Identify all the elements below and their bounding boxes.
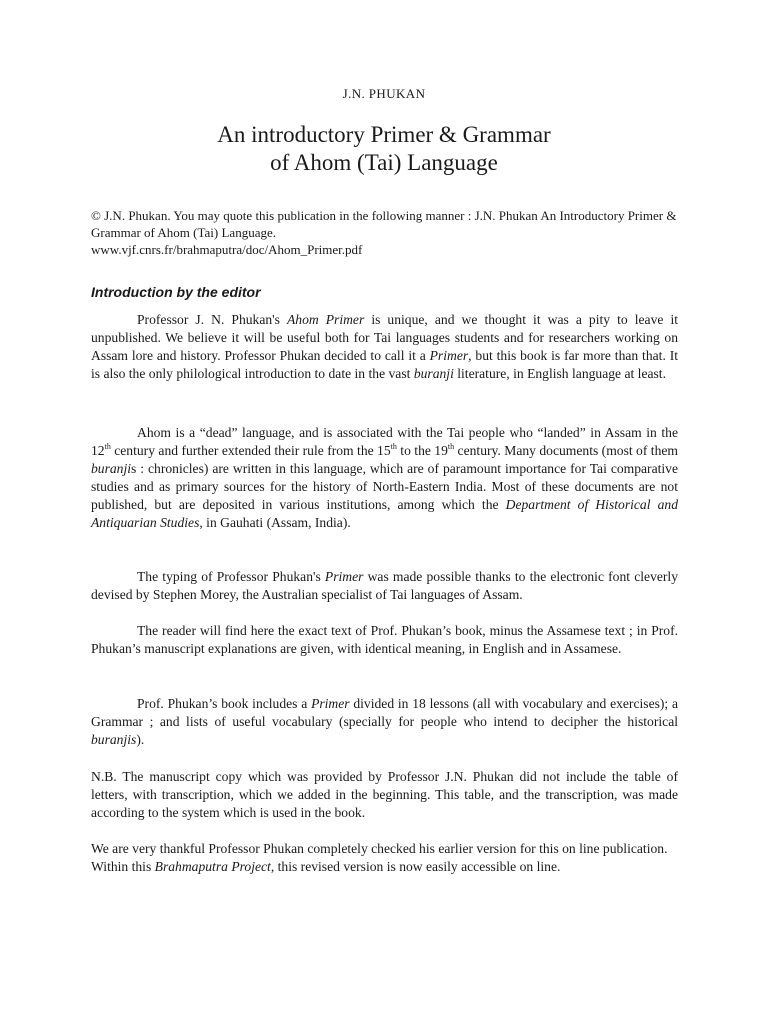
text-run: Ahom is a “dead” language, and is associated with the Tai people who “landed” in Assam in the 12 [91, 425, 678, 458]
copyright-text: © J.N. Phukan. You may quote this publication in the following manner : J.N. Phukan An Introductory Primer & Grammar of Ahom (Tai) Language. [91, 208, 677, 240]
superscript: th [104, 442, 111, 451]
text-run: ). [136, 732, 145, 747]
section-heading: Introduction by the editor [91, 284, 261, 300]
paragraph-1 [91, 311, 678, 383]
text-run: century and further extended their rule from the 15 [110, 443, 391, 458]
text-run-italic: Brahmaputra Project [154, 859, 271, 874]
title-line-2: of Ahom (Tai) Language [270, 150, 498, 175]
text-run: Prof. Phukan’s book includes a [137, 696, 312, 711]
paragraph-2 [91, 424, 678, 532]
text-run-italic: buranji [413, 366, 454, 381]
copyright-notice [91, 207, 691, 258]
text-run: , this revised version is now easily accessible on line. [270, 859, 561, 874]
text-run-italic: Primer [324, 569, 364, 584]
title-line-1: An introductory Primer & Grammar [217, 122, 551, 147]
text-run-italic: buranji [91, 461, 132, 476]
text-run: , in Gauhati (Assam, India). [199, 515, 351, 530]
document-title [0, 121, 768, 177]
paragraph-4 [91, 622, 678, 658]
source-url: www.vjf.cnrs.fr/brahmaputra/doc/Ahom_Primer.pdf [91, 242, 363, 257]
text-run: s : chronicles) are written in this language, which are of paramount importance for Tai comparative studies and as primary sources for the history of North-Eastern India. Most of these documents are not published, but are deposited in various institutions, among which the [91, 461, 678, 512]
text-run-italic: Primer [429, 348, 469, 363]
text-run: was made possible thanks to the electronic font cleverly devised by Stephen Morey, the Australian specialist of Tai languages of Assam. [91, 569, 678, 602]
paragraph-6 [91, 768, 678, 822]
superscript: th [390, 442, 397, 451]
paragraph-5 [91, 695, 678, 749]
author-name: J.N. PHUKAN [342, 86, 426, 101]
text-run: to the 19 [396, 443, 448, 458]
text-run-italic: Ahom Primer [286, 312, 365, 327]
text-run: century. Many documents (most of them [454, 443, 678, 458]
superscript: th [447, 442, 455, 451]
paragraph-7 [91, 840, 678, 876]
text-run-italic: Primer [311, 696, 350, 711]
text-run: The typing of Professor Phukan's [137, 569, 325, 584]
text-run-italic: buranjis [91, 732, 137, 747]
text-run: is unique, and we thought it was a pity to leave it unpublished. We believe it will be useful both for Tai languages students and for researchers working on Assam lore and history. Professor Phukan decided to call it a [91, 312, 679, 363]
text-run: We are very thankful Professor Phukan completely checked his earlier version for this on line publication. [91, 841, 668, 856]
text-run: N.B. The manuscript copy which was provided by Professor J.N. Phukan did not include the table of letters, with transcription, which we added in the beginning. This table, and the transcription, was made according to the system which is used in the book. [91, 769, 678, 820]
text-run: literature, in English language at least. [453, 366, 666, 381]
text-run-italic: Department of Historical and Antiquarian Studies [91, 497, 678, 530]
paragraph-3 [91, 568, 678, 604]
text-run: Within this [91, 859, 155, 874]
text-run: Professor J. N. Phukan's [137, 312, 287, 327]
text-run: divided in 18 lessons (all with vocabulary and exercises); a Grammar ; and lists of useful vocabulary (specially for people who intend to decipher the historical [91, 696, 678, 729]
text-run: The reader will find here the exact text of Prof. Phukan’s book, minus the Assamese text ; in Prof. Phukan’s manuscript explanations are given, with identical meaning, in English and in Assamese. [91, 623, 678, 656]
text-run: , but this book is far more than that. It is also the only philological introduction to date in the vast [91, 348, 678, 381]
